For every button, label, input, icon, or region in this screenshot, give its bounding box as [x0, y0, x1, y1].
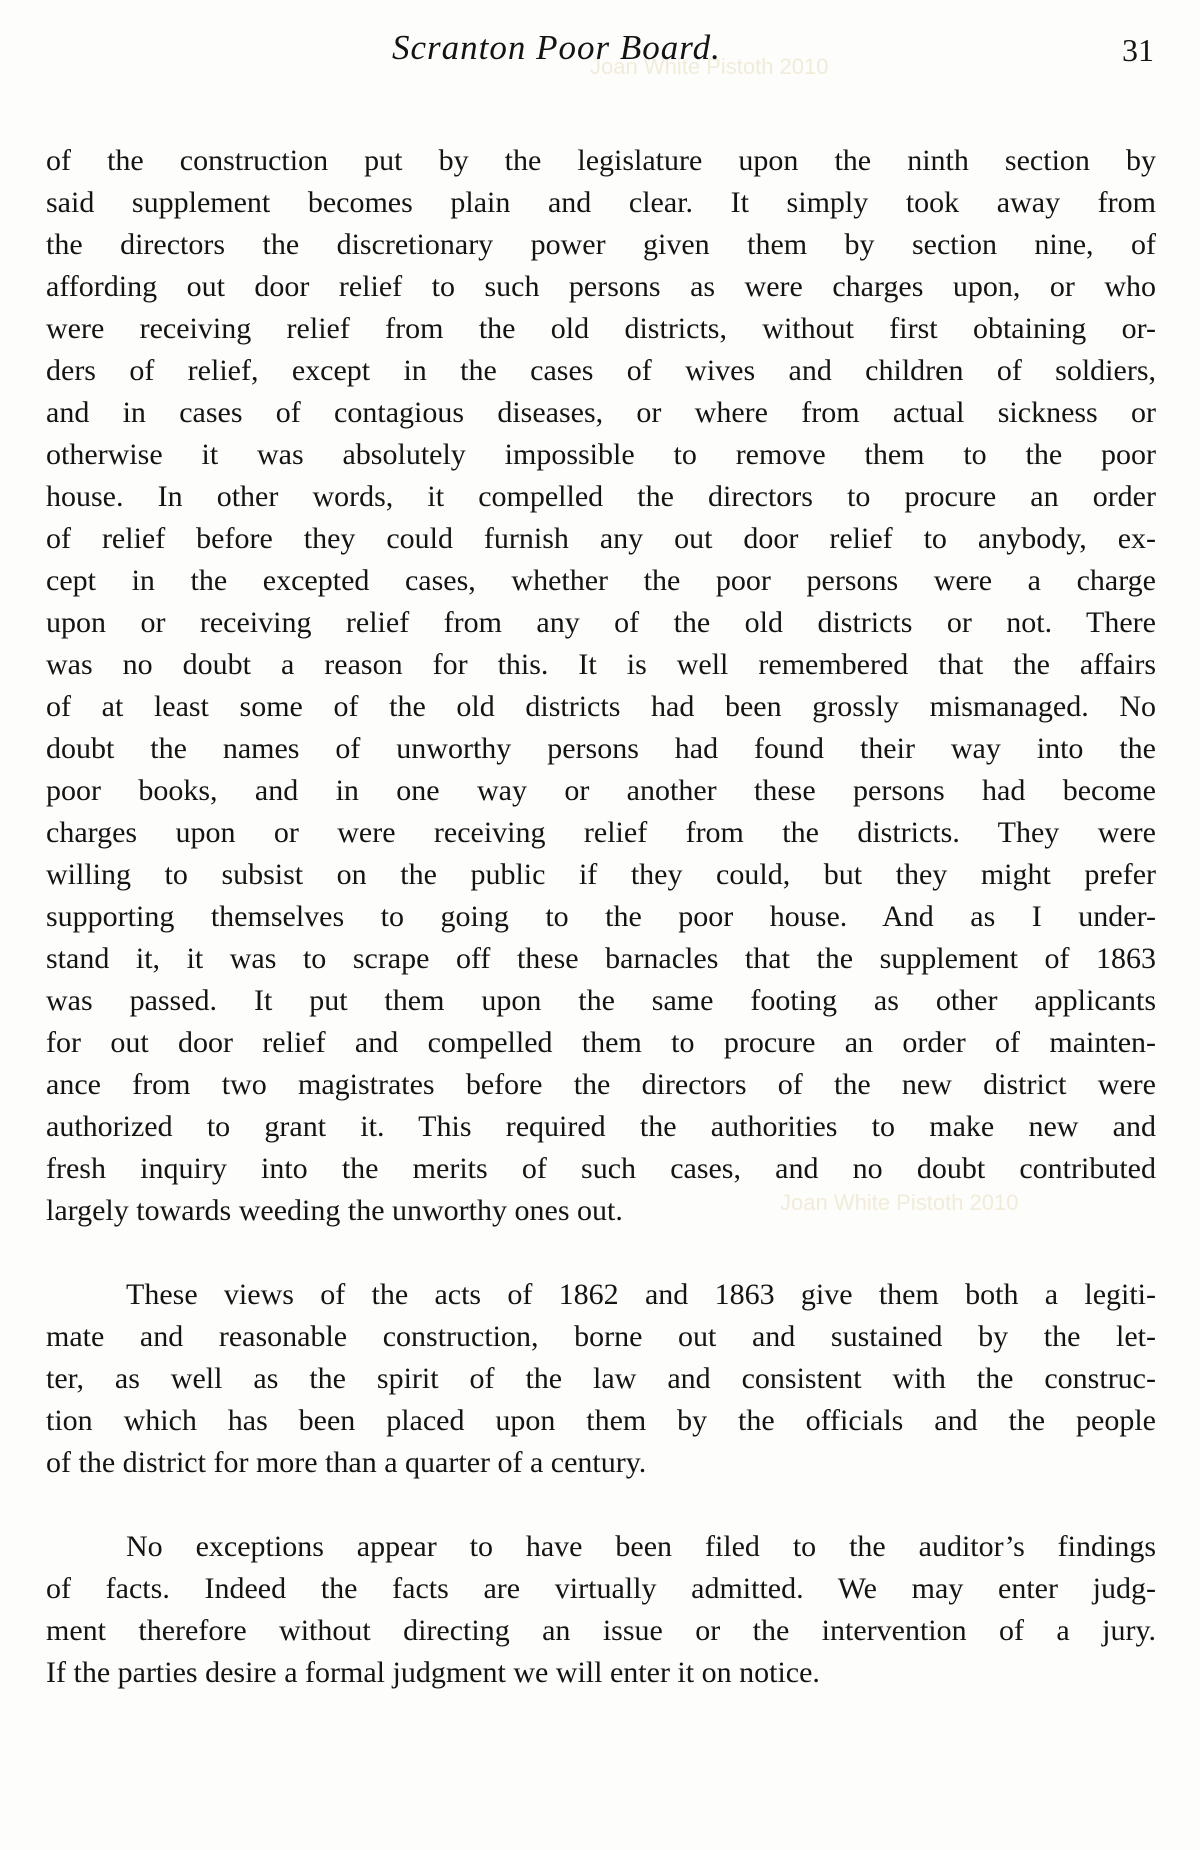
watermark: Joan White Pistoth 2010 — [780, 1190, 1019, 1215]
text-line: tion which has been placed upon them by the officials and the people — [46, 1404, 1156, 1437]
paragraph — [46, 1526, 1156, 1694]
text-line: of relief before they could furnish any out door relief to anybody, ex- — [46, 522, 1156, 555]
text-line: ance from two magistrates before the directors of the new district were — [46, 1068, 1156, 1101]
text-line: for out door relief and compelled them to procure an order of mainten- — [46, 1026, 1156, 1059]
text-line: stand it, it was to scrape off these barnacles that the supplement of 1863 — [46, 942, 1156, 975]
paragraph — [46, 140, 1156, 1232]
text-line: were receiving relief from the old districts, without first obtaining or- — [46, 312, 1156, 345]
paragraph — [46, 1274, 1156, 1484]
text-line: willing to subsist on the public if they could, but they might prefer — [46, 858, 1156, 891]
text-line: of at least some of the old districts had been grossly mismanaged. No — [46, 690, 1156, 723]
text-line: said supplement becomes plain and clear. It simply took away from — [46, 186, 1156, 219]
text-line: upon or receiving relief from any of the old districts or not. There — [46, 606, 1156, 639]
text-line: of the construction put by the legislature upon the ninth section by — [46, 144, 1156, 177]
text-line: was passed. It put them upon the same footing as other applicants — [46, 984, 1156, 1017]
text-line: cept in the excepted cases, whether the poor persons were a charge — [46, 564, 1156, 597]
text-line: No exceptions appear to have been filed to the auditor’s findings — [126, 1530, 1156, 1563]
text-line: and in cases of contagious diseases, or where from actual sickness or — [46, 396, 1156, 429]
text-line: poor books, and in one way or another these persons had become — [46, 774, 1156, 807]
text-line: affording out door relief to such persons as were charges upon, or who — [46, 270, 1156, 303]
text-line: fresh inquiry into the merits of such cases, and no doubt contributed — [46, 1152, 1156, 1185]
running-title: Scranton Poor Board. — [392, 28, 721, 67]
text-line: supporting themselves to going to the poor house. And as I under- — [46, 900, 1156, 933]
page-number: 31 — [1122, 32, 1154, 68]
watermark: Joan White Pistoth 2010 — [590, 54, 829, 79]
text-line: largely towards weeding the unworthy ones out. — [46, 1194, 623, 1227]
text-line: of facts. Indeed the facts are virtually admitted. We may enter judg- — [46, 1572, 1156, 1605]
running-head — [0, 28, 1200, 88]
text-line: of the district for more than a quarter of a century. — [46, 1446, 647, 1479]
text-line: was no doubt a reason for this. It is well remembered that the affairs — [46, 648, 1156, 681]
text-line: If the parties desire a formal judgment we will enter it on notice. — [46, 1656, 820, 1689]
body-text — [46, 140, 1156, 1694]
text-line: ders of relief, except in the cases of wives and children of soldiers, — [46, 354, 1156, 387]
text-line: ment therefore without directing an issue or the intervention of a jury. — [46, 1614, 1156, 1647]
text-line: authorized to grant it. This required the authorities to make new and — [46, 1110, 1156, 1143]
text-line: mate and reasonable construction, borne out and sustained by the let- — [46, 1320, 1156, 1353]
text-line: the directors the discretionary power given them by section nine, of — [46, 228, 1156, 261]
text-line: house. In other words, it compelled the directors to procure an order — [46, 480, 1156, 513]
text-line: otherwise it was absolutely impossible to remove them to the poor — [46, 438, 1156, 471]
text-line: ter, as well as the spirit of the law and consistent with the construc- — [46, 1362, 1156, 1395]
text-line: charges upon or were receiving relief from the districts. They were — [46, 816, 1156, 849]
text-line: doubt the names of unworthy persons had found their way into the — [46, 732, 1156, 765]
text-line: These views of the acts of 1862 and 1863 give them both a legiti- — [126, 1278, 1156, 1311]
